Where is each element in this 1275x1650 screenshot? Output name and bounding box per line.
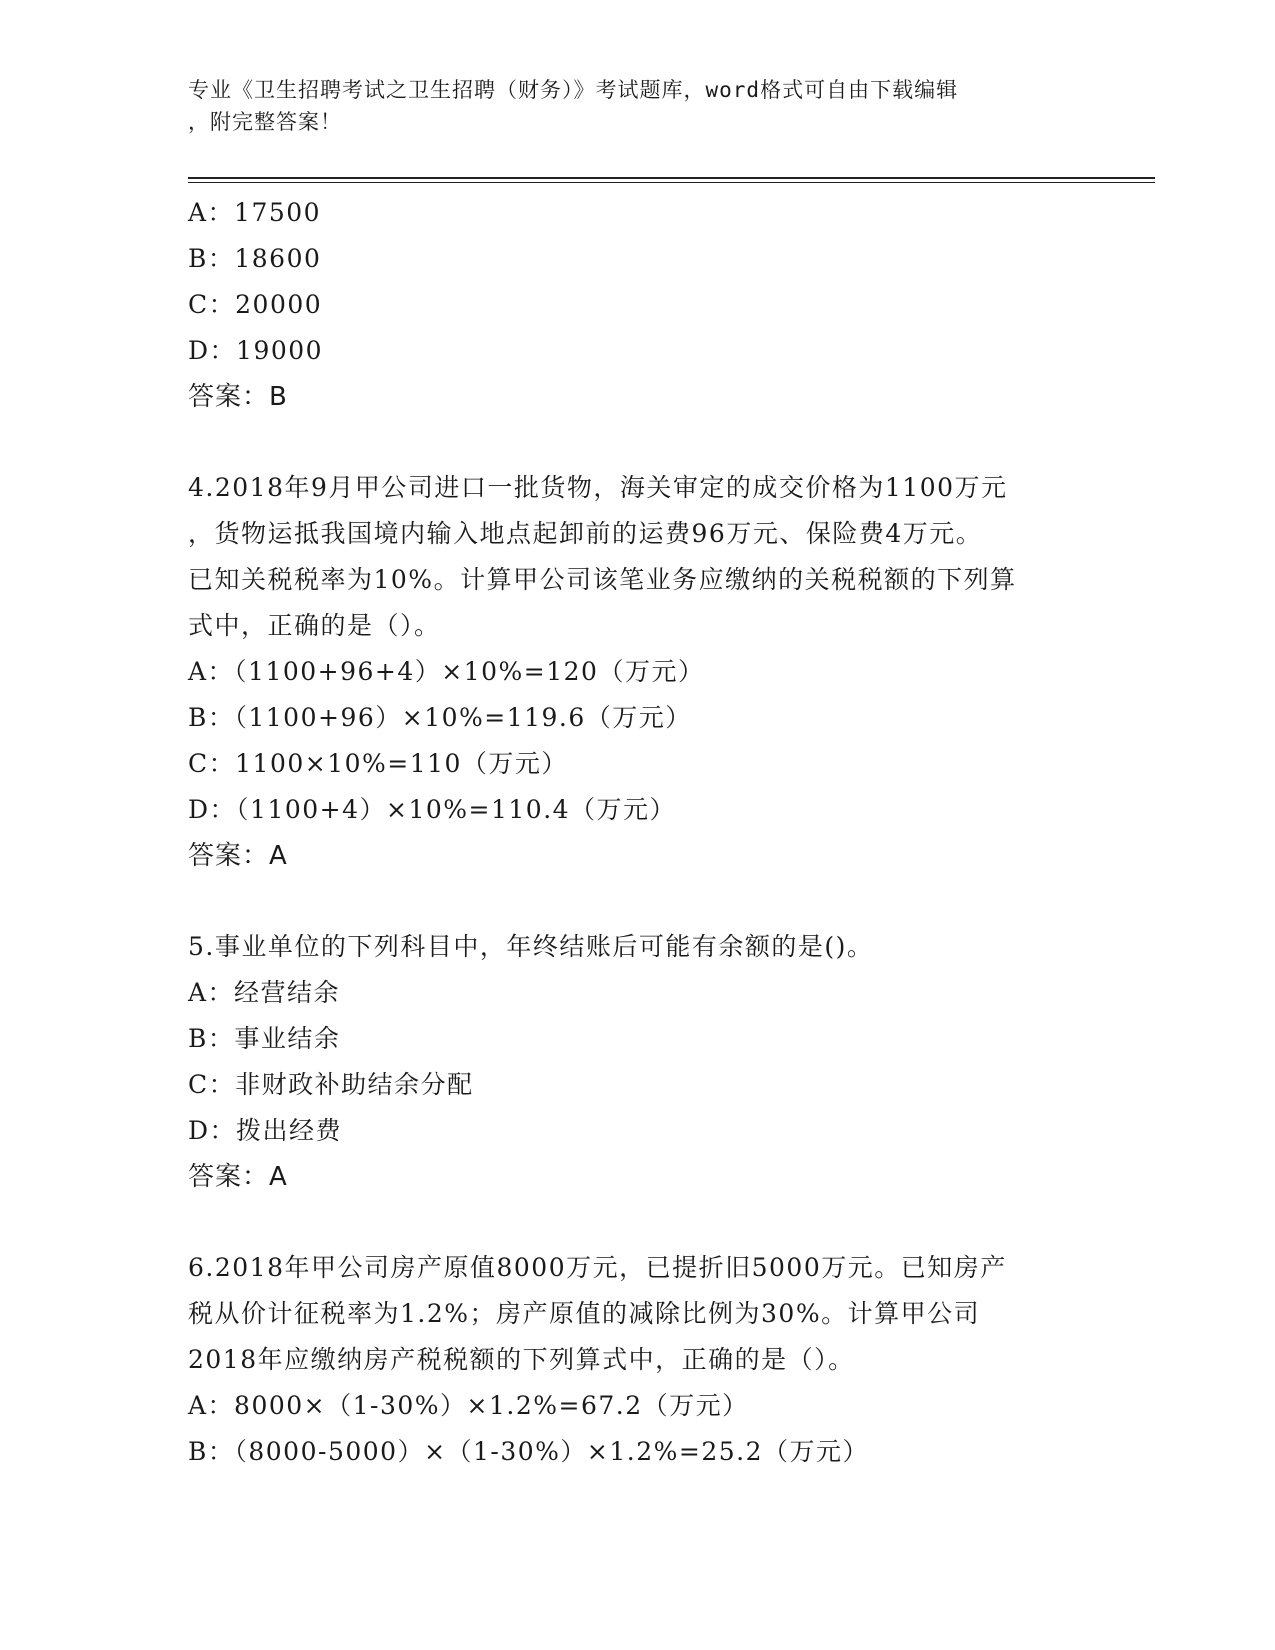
header-divider-thin bbox=[188, 182, 1155, 183]
header-title-line-1: 专业《卫生招聘考试之卫生招聘（财务）》考试题库，word格式可自由下载编辑 bbox=[188, 78, 959, 102]
question-6 bbox=[188, 1245, 1108, 1475]
question-stem-line: 式中，正确的是（）。 bbox=[188, 611, 441, 640]
answer-line: 答案：A bbox=[188, 841, 288, 871]
answer-line: 答案：B bbox=[188, 382, 288, 412]
option-b: B：18600 bbox=[188, 244, 322, 273]
question-stem-line: 税从价计征税率为1.2%；房产原值的减除比例为30%。计算甲公司 bbox=[188, 1299, 981, 1328]
question-stem-line: 4.2018年9月甲公司进口一批货物，海关审定的成交价格为1100万元 bbox=[188, 473, 1008, 502]
option-d: D：19000 bbox=[188, 336, 324, 365]
option-a: A：8000×（1-30%）×1.2%=67.2（万元） bbox=[188, 1391, 749, 1420]
page-header bbox=[188, 74, 1088, 138]
answer-line: 答案：A bbox=[188, 1162, 288, 1192]
option-b: B：事业结余 bbox=[188, 1024, 341, 1053]
question-stem-line: 2018年应缴纳房产税税额的下列算式中，正确的是（）。 bbox=[188, 1345, 855, 1374]
option-c: C：1100×10%=110（万元） bbox=[188, 749, 568, 778]
question-stem-line: ，货物运抵我国境内输入地点起卸前的运费96万元、保险费4万元。 bbox=[188, 519, 983, 548]
question-4 bbox=[188, 465, 1108, 879]
option-a: A：17500 bbox=[188, 198, 322, 227]
option-c: C：20000 bbox=[188, 290, 323, 319]
option-a: A：（1100+96+4）×10%=120（万元） bbox=[188, 657, 705, 686]
question-stem-line: 6.2018年甲公司房产原值8000万元，已提折旧5000万元。已知房产 bbox=[188, 1253, 1007, 1282]
option-b: B：（1100+96）×10%=119.6（万元） bbox=[188, 703, 692, 732]
option-a: A：经营结余 bbox=[188, 978, 341, 1007]
option-d: D：拨出经费 bbox=[188, 1116, 343, 1145]
question-stem-line: 5.事业单位的下列科目中，年终结账后可能有余额的是()。 bbox=[188, 932, 874, 961]
question-3 bbox=[188, 190, 1108, 420]
question-list bbox=[188, 190, 1108, 1475]
header-divider-thick bbox=[188, 177, 1155, 179]
option-d: D：（1100+4）×10%=110.4（万元） bbox=[188, 795, 677, 824]
header-title-line-2: ，附完整答案！ bbox=[188, 110, 342, 134]
question-stem-line: 已知关税税率为10%。计算甲公司该笔业务应缴纳的关税税额的下列算 bbox=[188, 565, 1017, 594]
option-b: B：（8000-5000）×（1-30%）×1.2%=25.2（万元） bbox=[188, 1437, 870, 1466]
option-c: C：非财政补助结余分配 bbox=[188, 1070, 474, 1099]
question-5 bbox=[188, 924, 1108, 1200]
